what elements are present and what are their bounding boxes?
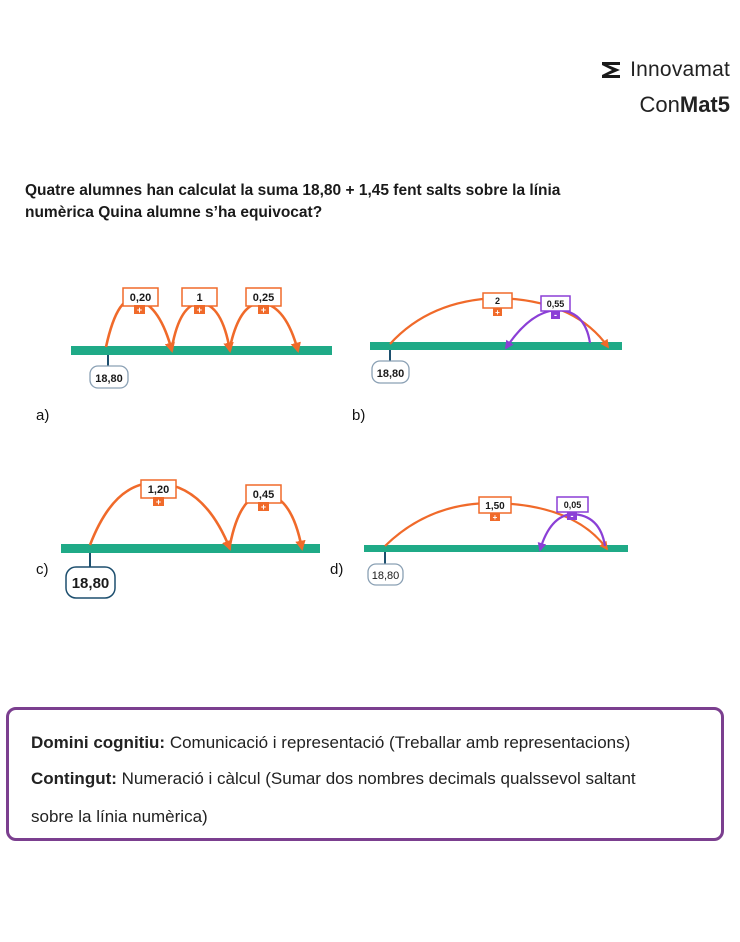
jump-c-2-value: 0,45 [252, 489, 275, 501]
line-b [370, 342, 622, 350]
jump-b-2-value: 0,55 [546, 299, 565, 309]
start-d-value: 18,80 [371, 570, 400, 582]
number-line-d [364, 497, 628, 585]
info-box [6, 707, 724, 841]
option-label-a: a) [36, 407, 50, 424]
line-d [364, 545, 628, 552]
option-label-b: b) [352, 407, 366, 424]
option-label-c: c) [36, 561, 49, 578]
jump-d-1-value: 1,50 [485, 501, 505, 512]
number-line-b [370, 293, 622, 383]
start-a-value: 18,80 [95, 373, 123, 385]
plus-sign: + [492, 513, 498, 522]
option-label-d: d) [330, 561, 344, 578]
start-b-value: 18,80 [376, 368, 405, 380]
content-text-1: Numeració i càlcul (Sumar dos nombres decimals qualssevol saltant [116, 769, 636, 788]
minus-sign: - [570, 511, 574, 521]
brand-row [600, 58, 730, 82]
content-label: Contingut: [31, 769, 117, 788]
content-continued: sobre la línia numèrica) [31, 807, 208, 826]
plus-sign: + [196, 305, 203, 315]
minus-sign: - [554, 310, 557, 320]
plus-sign: + [260, 305, 267, 315]
question-text: Quatre alumnes han calculat la suma 18,80 + 1,45 fent salts sobre la línia numèrica Quina alumne s’ha equivocat? [25, 182, 561, 221]
domain-text: Comunicació i representació (Treballar amb representacions) [165, 733, 631, 752]
brand-name: Innovamat [630, 58, 730, 81]
plus-sign: + [495, 308, 500, 317]
product-bold: Mat5 [679, 92, 730, 117]
innovamat-logo-icon [600, 59, 622, 81]
number-lines-diagram [0, 260, 740, 620]
number-line-a [71, 288, 332, 388]
jump-a-1-value: 0,20 [129, 292, 152, 304]
cognitive-domain [31, 732, 630, 754]
plus-sign: + [136, 305, 143, 315]
number-line-c [61, 480, 320, 598]
line-c [61, 544, 320, 553]
jump-a-3-value: 0,25 [252, 292, 275, 304]
plus-sign: + [260, 502, 267, 512]
jump-a-2-value: 1 [196, 292, 203, 304]
jump-c-1-value: 1,20 [147, 484, 170, 496]
jump-b-1-value: 2 [494, 296, 501, 306]
brand-header [600, 58, 730, 118]
plus-sign: + [155, 497, 162, 507]
jump-d-2-value: 0,05 [563, 500, 582, 510]
line-a [71, 346, 332, 355]
start-c-value: 18,80 [71, 575, 110, 592]
domain-label: Domini cognitiu: [31, 733, 166, 752]
product-name [600, 92, 730, 118]
product-prefix: Con [639, 92, 680, 117]
content [31, 768, 636, 790]
